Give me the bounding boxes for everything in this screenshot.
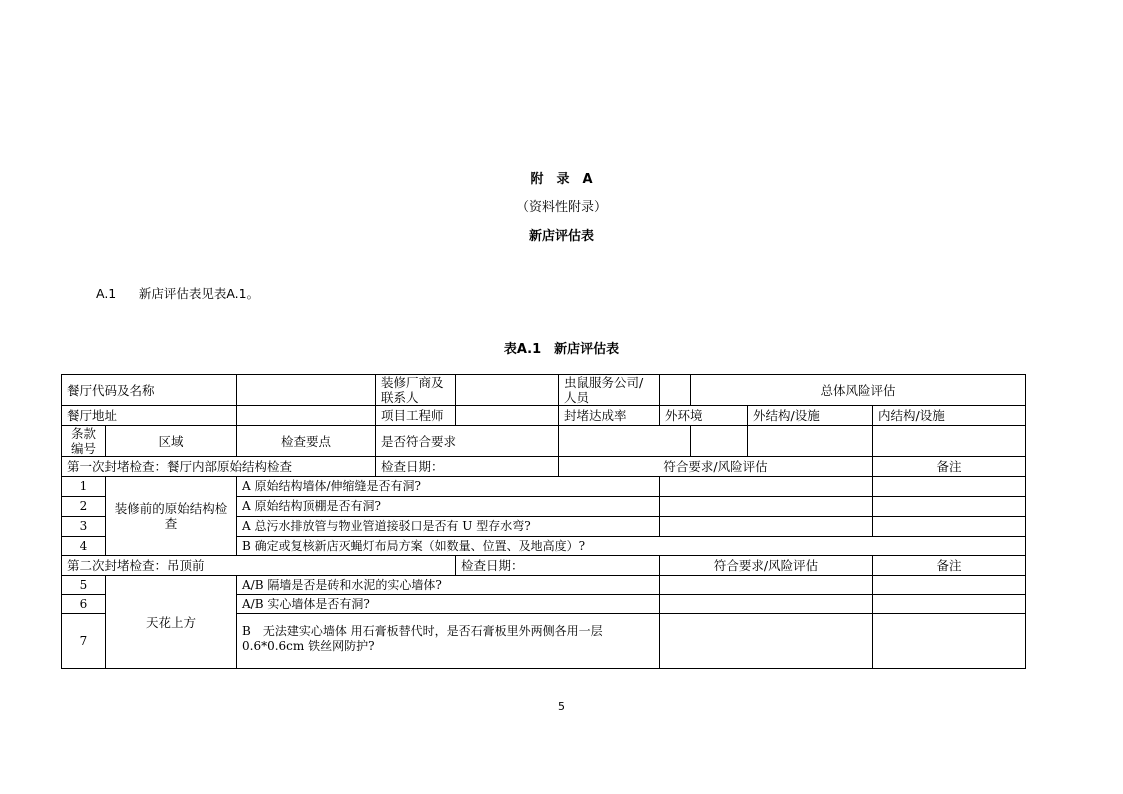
section-text: 新店评估表见表A.1。 [138,286,260,301]
remark-cell [873,576,1026,595]
check-point: A/B 实心墙体是否有洞? [237,595,660,614]
table-row [62,576,1026,595]
section2-area: 天花上方 [106,576,237,669]
section2-title: 第二次封堵检查：吊顶前 [62,556,456,576]
check-point: A 原始结构顶棚是否有洞? [237,497,660,517]
outer-env-extra [691,426,748,457]
clause-number: 6 [62,595,106,614]
header-project-engineer: 项目工程师 [376,406,456,426]
clause-number: 7 [62,614,106,669]
table-row [62,457,1026,477]
header-pest-company: 虫鼠服务公司/人员 [559,375,660,406]
header-sealing-rate: 封堵达成率 [559,406,660,426]
assessment-table [61,374,1026,669]
header-outer-env: 外环境 [660,406,748,426]
header-clause-no: 条款编号 [62,426,106,457]
page-number: 5 [558,700,565,713]
table-row [62,375,1026,406]
appendix-subtitle: （资料性附录） [515,200,607,215]
header-overall-risk: 总体风险评估 [691,375,1026,406]
section1-compliance-label: 符合要求/风险评估 [559,457,873,477]
restaurant-address-value [237,406,376,426]
table-caption: 表A.1 新店评估表 [503,342,620,357]
header-check-points: 检查要点 [237,426,376,457]
remark-cell [873,477,1026,497]
section1-date-label: 检查日期： [376,457,559,477]
remark-cell [873,517,1026,537]
clause-number: 4 [62,537,106,556]
check-point: B 无法建实心墙体 用石膏板替代时，是否石膏板里外两侧各用一层0.6*0.6cm 铁丝网防护? [237,614,660,669]
check-point: A 总污水排放管与物业管道接驳口是否有 U 型存水弯? [237,517,660,537]
check-point: B 确定或复核新店灭蝇灯布局方案（如数量、位置、及地高度）? [237,537,1026,556]
section1-title: 第一次封堵检查：餐厅内部原始结构检查 [62,457,376,477]
outer-env-value [559,426,691,457]
remark-cell [873,497,1026,517]
renovator-contact-value [456,375,559,406]
section1-remark-label: 备注 [873,457,1026,477]
clause-number: 2 [62,497,106,517]
outer-struct-value [748,426,873,457]
compliance-cell [660,497,873,517]
table-row [62,426,1026,457]
section2-date-label: 检查日期： [456,556,660,576]
clause-number: 5 [62,576,106,595]
header-restaurant-address: 餐厅地址 [62,406,237,426]
section-line [96,284,259,302]
compliance-cell [660,477,873,497]
check-point: A/B 隔墙是否是砖和水泥的实心墙体? [237,576,660,595]
appendix-title: 附 录 A [530,172,593,187]
header-inner-struct: 内结构/设施 [873,406,1026,426]
table-row [62,406,1026,426]
compliance-cell [660,576,873,595]
appendix-name: 新店评估表 [528,229,594,244]
check-point: A 原始结构墙体/伸缩缝是否有洞? [237,477,660,497]
clause-number: 3 [62,517,106,537]
remark-cell [873,595,1026,614]
table-row [62,477,1026,497]
remark-cell [873,614,1026,669]
compliance-cell [660,517,873,537]
section2-compliance-label: 符合要求/风险评估 [660,556,873,576]
clause-number: 1 [62,477,106,497]
project-engineer-value [456,406,559,426]
header-renovator-contact: 装修厂商及联系人 [376,375,456,406]
compliance-cell [660,595,873,614]
header-outer-struct: 外结构/设施 [748,406,873,426]
inner-struct-value [873,426,1026,457]
section-number: A.1 [96,286,117,301]
pest-company-value [660,375,691,406]
compliance-cell [660,614,873,669]
header-restaurant-code-name: 餐厅代码及名称 [62,375,237,406]
section2-remark-label: 备注 [873,556,1026,576]
table-row [62,556,1026,576]
header-area: 区域 [106,426,237,457]
header-compliant: 是否符合要求 [376,426,559,457]
section1-area: 装修前的原始结构检查 [106,477,237,556]
restaurant-code-name-value [237,375,376,406]
